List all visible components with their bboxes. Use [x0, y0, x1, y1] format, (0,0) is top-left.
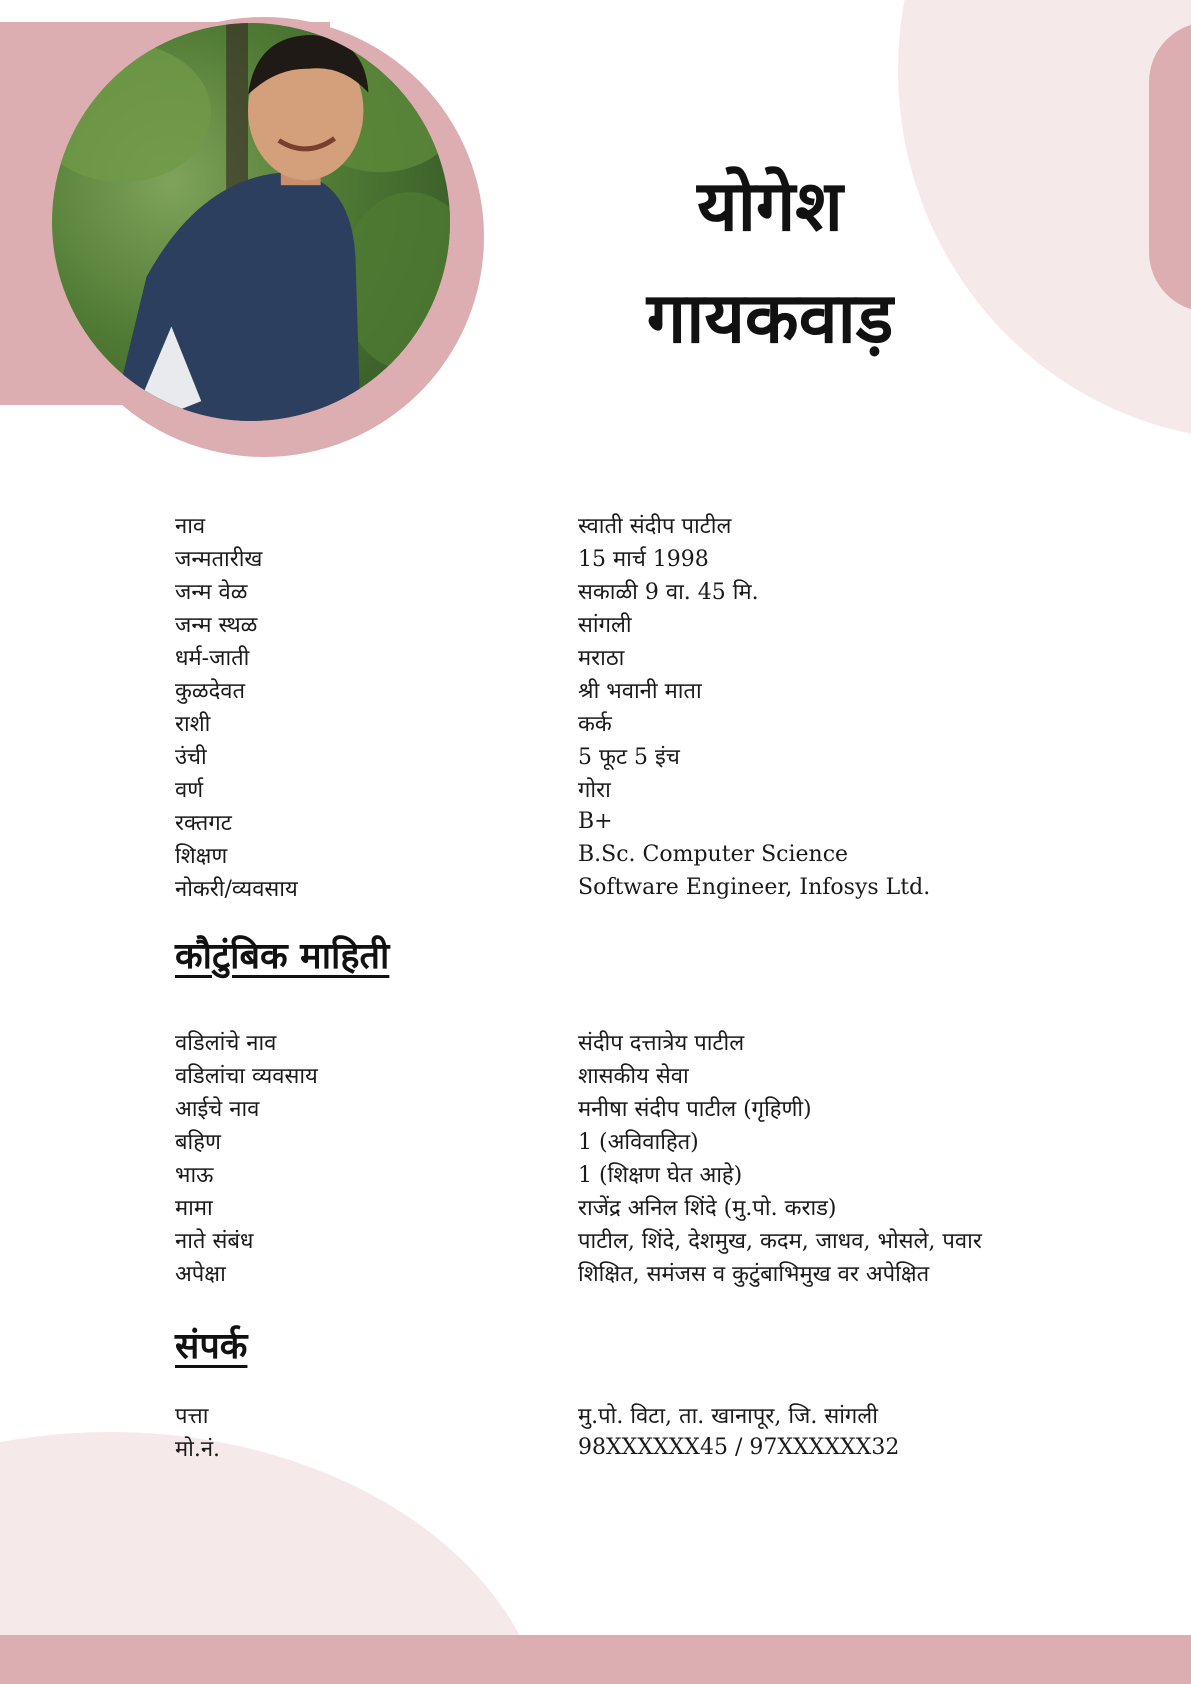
- detail-label: रक्तगट: [175, 810, 232, 836]
- family-value: 1 (शिक्षण घेत आहे): [578, 1162, 743, 1188]
- family-row: [175, 1025, 1075, 1058]
- detail-value: सांगली: [578, 612, 632, 638]
- detail-value: गोरा: [578, 777, 611, 803]
- family-value: राजेंद्र अनिल शिंदे (मु.पो. कराड): [578, 1195, 837, 1221]
- family-row: [175, 1256, 1075, 1289]
- family-row: [175, 1124, 1075, 1157]
- contact-label: मो.नं.: [175, 1436, 221, 1462]
- family-label: बहिण: [175, 1129, 221, 1155]
- detail-value: B+: [578, 809, 613, 834]
- detail-row: [175, 739, 1075, 772]
- detail-value: मराठा: [578, 645, 625, 671]
- detail-row: [175, 607, 1075, 640]
- detail-value: 5 फूट 5 इंच: [578, 744, 680, 770]
- detail-label: कुळदेवत: [175, 678, 246, 704]
- family-label: भाऊ: [175, 1162, 214, 1188]
- family-section-heading: कौटुंबिक माहिती: [175, 936, 390, 977]
- family-row: [175, 1157, 1075, 1190]
- detail-value: श्री भवानी माता: [578, 678, 702, 704]
- contact-section-heading: संपर्क: [175, 1326, 248, 1367]
- family-label: वडिलांचा व्यवसाय: [175, 1063, 318, 1089]
- family-label: वडिलांचे नाव: [175, 1030, 277, 1056]
- family-value: शासकीय सेवा: [578, 1063, 689, 1089]
- contact-label: पत्ता: [175, 1403, 209, 1429]
- detail-value: B.Sc. Computer Science: [578, 842, 849, 867]
- family-details: [175, 1025, 1075, 1289]
- detail-label: नाव: [175, 513, 206, 539]
- detail-row: [175, 871, 1075, 904]
- detail-row: [175, 541, 1075, 574]
- family-value: 1 (अविवाहित): [578, 1129, 699, 1155]
- detail-value: 15 मार्च 1998: [578, 546, 709, 572]
- detail-label: वर्ण: [175, 777, 204, 803]
- detail-row: [175, 508, 1075, 541]
- family-row: [175, 1091, 1075, 1124]
- detail-label: जन्म स्थळ: [175, 612, 258, 638]
- detail-label: शिक्षण: [175, 843, 228, 869]
- address-value: मु.पो. विटा, ता. खानापूर, जि. सांगली: [578, 1403, 878, 1429]
- contact-details: [175, 1398, 1075, 1464]
- family-row: [175, 1223, 1075, 1256]
- last-name: गायकवाड़: [646, 277, 894, 359]
- contact-row: [175, 1431, 1075, 1464]
- family-value: पाटील, शिंदे, देशमुख, कदम, जाधव, भोसले, पवार: [578, 1228, 982, 1254]
- detail-value: कर्क: [578, 711, 612, 737]
- phone-value: 98XXXXXX45 / 97XXXXXX32: [578, 1435, 900, 1460]
- detail-label: जन्मतारीख: [175, 546, 263, 572]
- detail-label: जन्म वेळ: [175, 579, 248, 605]
- detail-row: [175, 706, 1075, 739]
- personal-details: [175, 508, 1075, 904]
- detail-value: Software Engineer, Infosys Ltd.: [578, 875, 931, 900]
- detail-row: [175, 772, 1075, 805]
- detail-label: नोकरी/व्यवसाय: [175, 876, 298, 902]
- detail-label: उंची: [175, 744, 207, 770]
- family-row: [175, 1190, 1075, 1223]
- detail-label: राशी: [175, 711, 211, 737]
- profile-photo: [52, 23, 450, 421]
- detail-row: [175, 805, 1075, 838]
- detail-row: [175, 838, 1075, 871]
- decorative-bar-top-right: [1149, 22, 1191, 312]
- family-label: मामा: [175, 1195, 213, 1221]
- contact-row: [175, 1398, 1075, 1431]
- family-label: आईचे नाव: [175, 1096, 260, 1122]
- family-value: संदीप दत्तात्रेय पाटील: [578, 1030, 745, 1056]
- family-label: अपेक्षा: [175, 1261, 226, 1287]
- portrait-illustration: [52, 23, 450, 421]
- first-name: योगेश: [697, 165, 843, 247]
- detail-value: स्वाती संदीप पाटील: [578, 513, 732, 539]
- family-row: [175, 1058, 1075, 1091]
- detail-row: [175, 574, 1075, 607]
- detail-label: धर्म-जाती: [175, 645, 250, 671]
- detail-value: सकाळी 9 वा. 45 मि.: [578, 579, 759, 605]
- family-label: नाते संबंध: [175, 1228, 254, 1254]
- family-value: शिक्षित, समंजस व कुटुंबाभिमुख वर अपेक्षित: [578, 1261, 930, 1287]
- detail-row: [175, 673, 1075, 706]
- family-value: मनीषा संदीप पाटील (गृहिणी): [578, 1096, 812, 1122]
- name-title: [520, 150, 1020, 374]
- detail-row: [175, 640, 1075, 673]
